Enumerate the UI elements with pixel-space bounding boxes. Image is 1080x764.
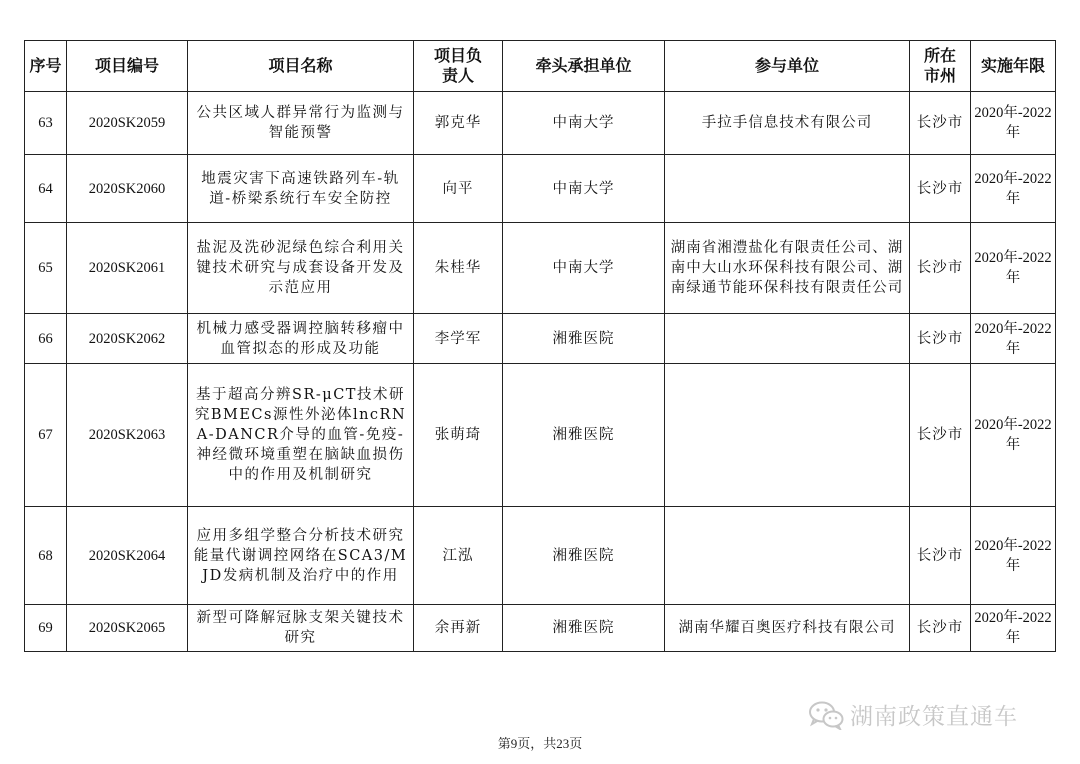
cell-resp: 张萌琦: [414, 364, 503, 507]
cell-seq: 64: [25, 155, 67, 223]
cell-code: 2020SK2063: [67, 364, 188, 507]
cell-city: 长沙市: [910, 92, 971, 155]
cell-city: 长沙市: [910, 507, 971, 605]
cell-name: 机械力感受器调控脑转移瘤中血管拟态的形成及功能: [188, 314, 414, 364]
cell-city: 长沙市: [910, 364, 971, 507]
cell-partner: [665, 507, 910, 605]
table-row: [25, 155, 1056, 223]
header-code: 项目编号: [67, 41, 188, 92]
cell-period: 2020年-2022年: [971, 314, 1056, 364]
table-row: [25, 92, 1056, 155]
cell-partner: [665, 364, 910, 507]
cell-name: 地震灾害下高速铁路列车-轨道-桥梁系统行车安全防控: [188, 155, 414, 223]
table-row: [25, 223, 1056, 314]
watermark-text: 湖南政策直通车: [850, 704, 1018, 730]
cell-period: 2020年-2022年: [971, 605, 1056, 652]
cell-name: 盐泥及洗砂泥绿色综合利用关键技术研究与成套设备开发及示范应用: [188, 223, 414, 314]
page-footer: 第9页，共23页: [497, 736, 583, 751]
cell-resp: 郭克华: [414, 92, 503, 155]
table-row: [25, 507, 1056, 605]
header-lead: 牵头承担单位: [503, 41, 665, 92]
cell-partner: [665, 155, 910, 223]
cell-name: 公共区域人群异常行为监测与智能预警: [188, 92, 414, 155]
cell-lead: 湘雅医院: [503, 364, 665, 507]
table-row: [25, 364, 1056, 507]
cell-code: 2020SK2059: [67, 92, 188, 155]
cell-seq: 69: [25, 605, 67, 652]
cell-code: 2020SK2062: [67, 314, 188, 364]
table-header-row: [25, 41, 1056, 92]
cell-code: 2020SK2064: [67, 507, 188, 605]
cell-seq: 63: [25, 92, 67, 155]
table-row: [25, 605, 1056, 652]
cell-period: 2020年-2022年: [971, 92, 1056, 155]
wechat-icon: [808, 700, 844, 730]
cell-lead: 中南大学: [503, 92, 665, 155]
cell-resp: 江泓: [414, 507, 503, 605]
header-name: 项目名称: [188, 41, 414, 92]
cell-lead: 中南大学: [503, 223, 665, 314]
cell-city: 长沙市: [910, 155, 971, 223]
header-city: 所在市州: [910, 41, 971, 92]
cell-code: 2020SK2060: [67, 155, 188, 223]
watermark: [808, 698, 1018, 731]
header-period: 实施年限: [971, 41, 1056, 92]
cell-seq: 67: [25, 364, 67, 507]
table-row: [25, 314, 1056, 364]
cell-period: 2020年-2022年: [971, 155, 1056, 223]
cell-lead: 中南大学: [503, 155, 665, 223]
cell-resp: 朱桂华: [414, 223, 503, 314]
cell-code: 2020SK2065: [67, 605, 188, 652]
cell-name: 应用多组学整合分析技术研究能量代谢调控网络在SCA3/MJD发病机制及治疗中的作用: [188, 507, 414, 605]
cell-lead: 湘雅医院: [503, 314, 665, 364]
header-seq: 序号: [25, 41, 67, 92]
cell-period: 2020年-2022年: [971, 507, 1056, 605]
project-table: [24, 40, 1056, 652]
cell-seq: 68: [25, 507, 67, 605]
cell-partner: 湖南省湘澧盐化有限责任公司、湖南中大山水环保科技有限公司、湖南绿通节能环保科技有限责任公司: [665, 223, 910, 314]
cell-lead: 湘雅医院: [503, 507, 665, 605]
header-partner: 参与单位: [665, 41, 910, 92]
cell-city: 长沙市: [910, 223, 971, 314]
cell-city: 长沙市: [910, 605, 971, 652]
cell-seq: 66: [25, 314, 67, 364]
cell-name: 基于超高分辨SR-μCT技术研究BMECs源性外泌体lncRNA-DANCR介导的血管-免疫-神经微环境重塑在脑缺血损伤中的作用及机制研究: [188, 364, 414, 507]
cell-partner: 湖南华耀百奥医疗科技有限公司: [665, 605, 910, 652]
cell-code: 2020SK2061: [67, 223, 188, 314]
cell-resp: 余再新: [414, 605, 503, 652]
cell-partner: [665, 314, 910, 364]
cell-period: 2020年-2022年: [971, 223, 1056, 314]
cell-resp: 李学军: [414, 314, 503, 364]
cell-period: 2020年-2022年: [971, 364, 1056, 507]
cell-name: 新型可降解冠脉支架关键技术研究: [188, 605, 414, 652]
cell-seq: 65: [25, 223, 67, 314]
cell-partner: 手拉手信息技术有限公司: [665, 92, 910, 155]
cell-lead: 湘雅医院: [503, 605, 665, 652]
cell-resp: 向平: [414, 155, 503, 223]
cell-city: 长沙市: [910, 314, 971, 364]
header-resp: 项目负责人: [414, 41, 503, 92]
